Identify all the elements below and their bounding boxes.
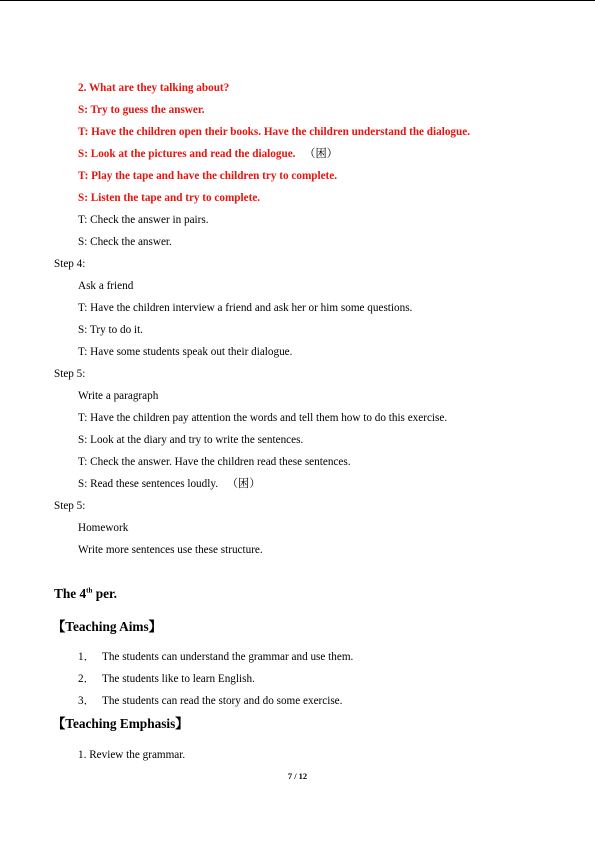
teacher-check-read-line: T: Check the answer. Have the children read these sentences.	[78, 456, 351, 468]
student-try-line: S: Try to do it.	[78, 324, 143, 336]
teaching-aims-heading: 【Teaching Aims】	[52, 619, 162, 634]
aim-item-1: The students can understand the grammar and use them.	[102, 651, 354, 663]
student-look-mark: （困）	[304, 148, 338, 160]
period-suffix: per.	[92, 586, 118, 601]
student-diary-line: S: Look at the diary and try to write the sentences.	[78, 434, 304, 446]
teacher-open-books-line: T: Have the children open their books. Have the children understand the dialogue.	[78, 126, 471, 138]
question-2: 2. What are they talking about?	[78, 82, 230, 94]
step-5-label-second: Step 5:	[54, 500, 86, 512]
teaching-emphasis-heading: 【Teaching Emphasis】	[52, 716, 189, 731]
teacher-speak-line: T: Have some students speak out their dialogue.	[78, 346, 293, 358]
homework-line: Homework	[78, 522, 129, 534]
teacher-attention-line: T: Have the children pay attention the words and tell them how to do this exercise.	[78, 412, 448, 424]
aim-number-2: 2．	[78, 673, 95, 685]
ask-friend-line: Ask a friend	[78, 280, 134, 292]
student-guess-line: S: Try to guess the answer.	[78, 104, 205, 116]
aim-number-1: 1．	[78, 651, 95, 663]
student-look-line	[78, 147, 338, 161]
period-prefix: The 4	[54, 586, 87, 601]
teacher-check-pairs-line: T: Check the answer in pairs.	[78, 214, 209, 226]
write-more-line: Write more sentences use these structure.	[78, 544, 263, 556]
student-read-text: S: Read these sentences loudly.	[78, 478, 219, 490]
teacher-play-tape-line: T: Play the tape and have the children try to complete.	[78, 170, 338, 182]
student-listen-line: S: Listen the tape and try to complete.	[78, 192, 261, 204]
step-5-label: Step 5:	[54, 368, 86, 380]
student-read-mark: （困）	[226, 478, 261, 490]
student-read-line	[78, 477, 260, 491]
student-check-line: S: Check the answer.	[78, 236, 172, 248]
top-border-line	[0, 0, 595, 1]
aim-item-2: The students like to learn English.	[102, 673, 255, 685]
period-heading	[54, 586, 117, 602]
aim-number-3: 3．	[78, 695, 95, 707]
write-paragraph-line: Write a paragraph	[78, 390, 159, 402]
teacher-interview-line: T: Have the children interview a friend and ask her or him some questions.	[78, 302, 413, 314]
period-sup: th	[86, 586, 93, 595]
student-look-text: S: Look at the pictures and read the dialogue.	[78, 148, 296, 160]
step-4-label: Step 4:	[54, 258, 86, 270]
aim-item-3: The students can read the story and do some exercise.	[102, 695, 343, 707]
emphasis-item-1: 1. Review the grammar.	[78, 749, 186, 761]
page-number: 7 / 12	[287, 771, 308, 781]
